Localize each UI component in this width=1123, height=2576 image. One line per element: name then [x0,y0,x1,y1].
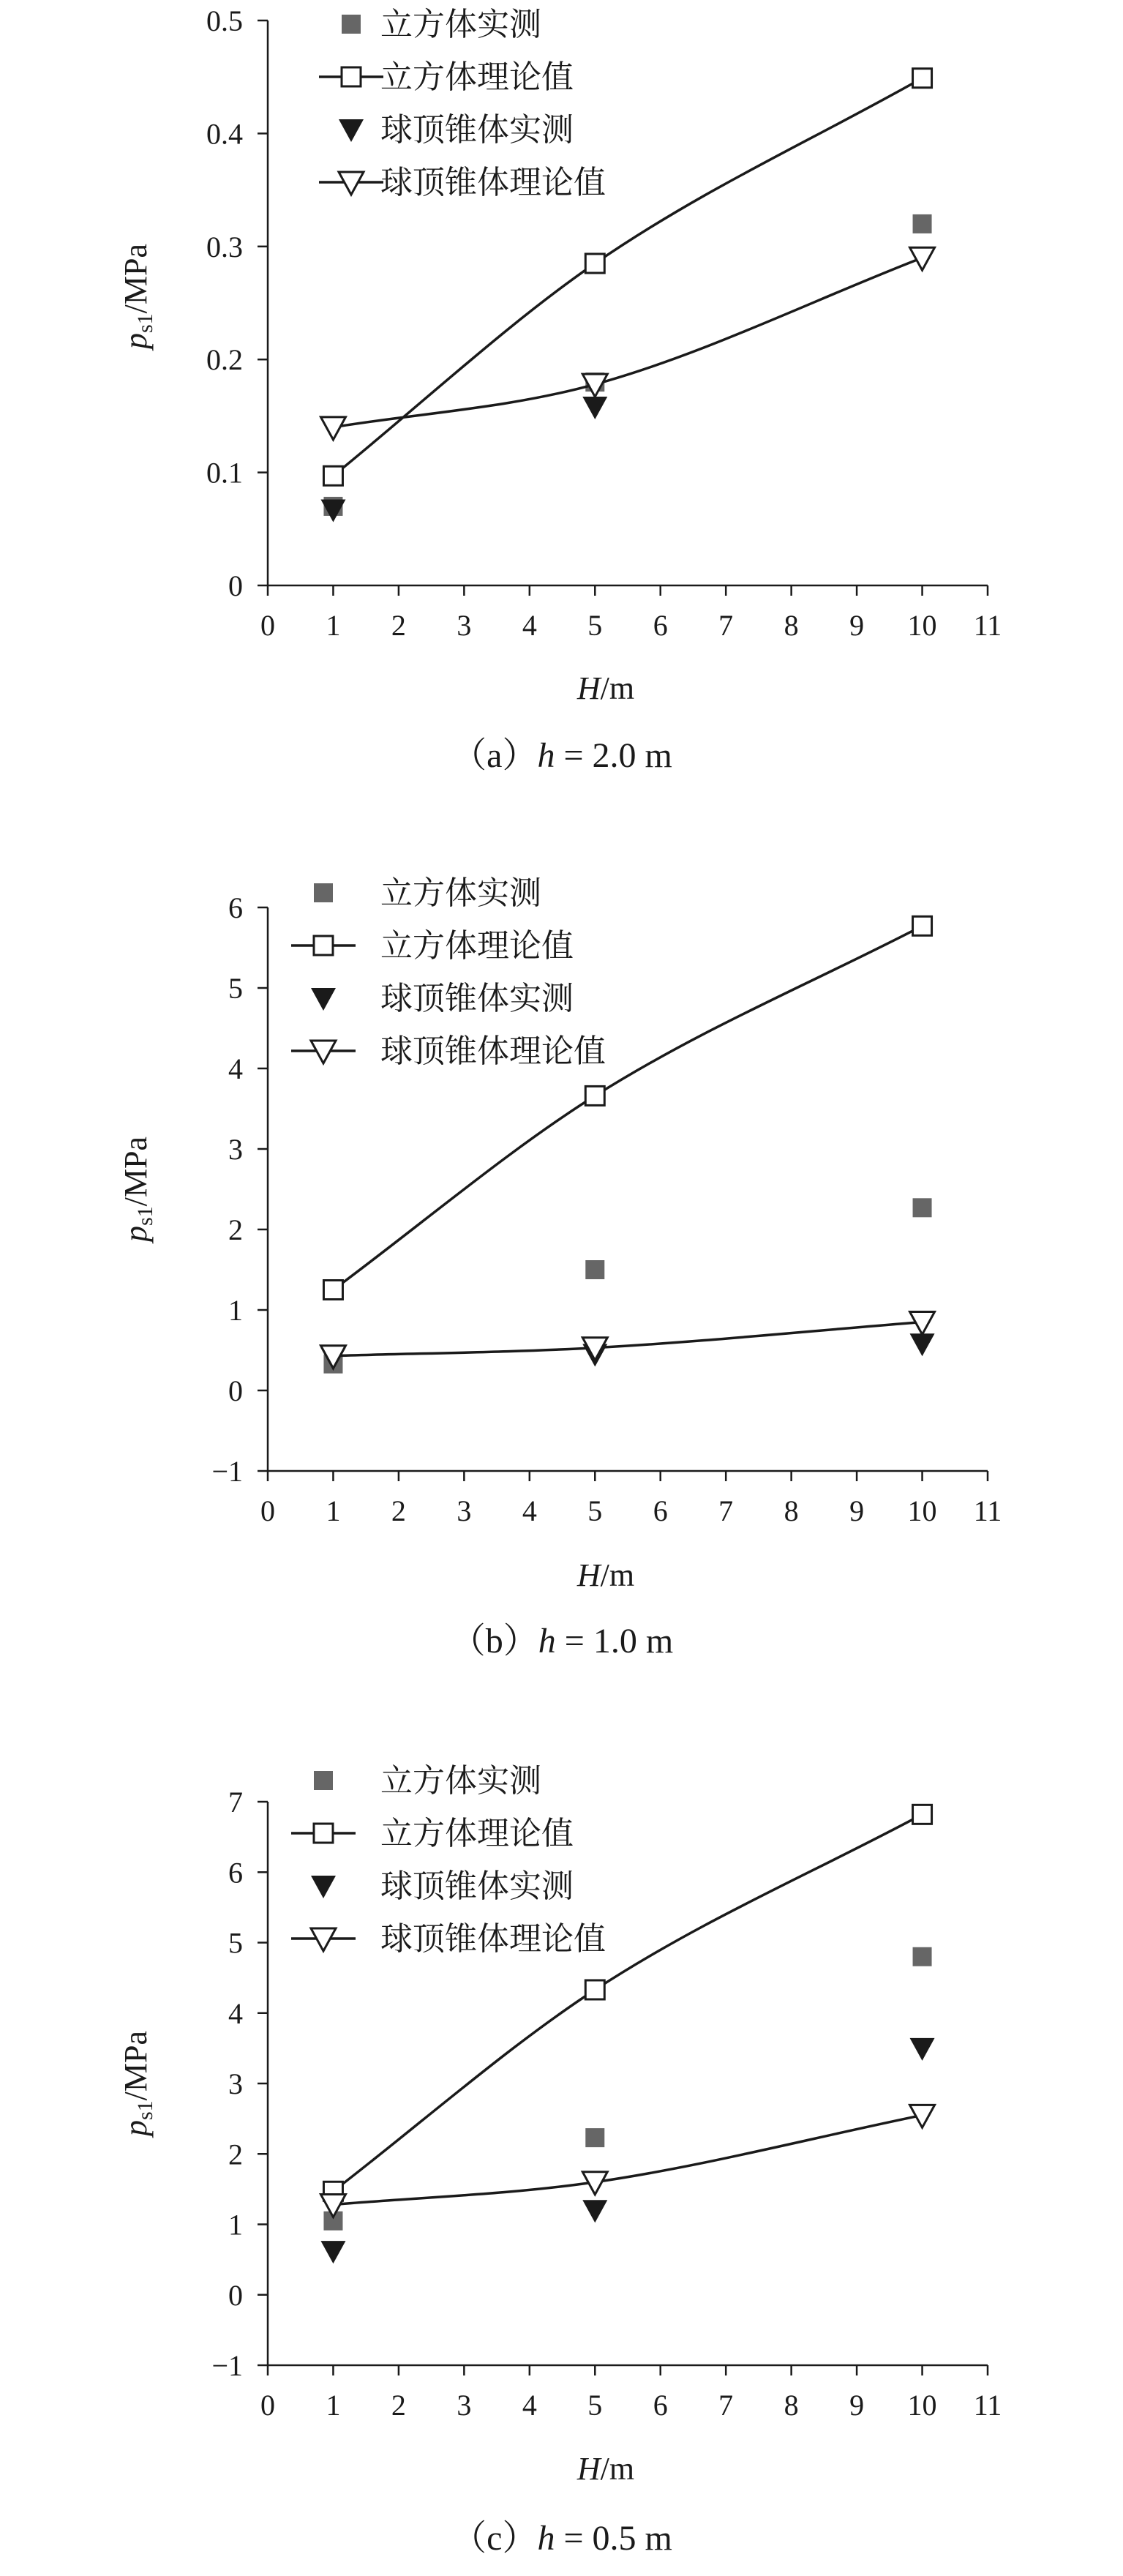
x-tick-label: 11 [973,609,1002,642]
data-point [585,1980,604,1999]
legend-marker [314,1771,333,1790]
chart-panel-2 [118,875,1002,1660]
data-point [585,254,604,273]
x-tick-label: 1 [326,609,341,642]
data-point [585,1086,604,1105]
panel-caption: （a）h = 2.0 m [451,736,672,775]
y-tick-label: 5 [228,1926,243,1960]
x-axis-label: H/m [576,670,635,706]
legend-label: 立方体实测 [380,875,541,911]
x-tick-label: 7 [718,2389,734,2422]
legend-item [319,165,606,201]
series-4 [320,247,934,440]
legend-marker [342,67,361,86]
data-point [320,417,345,440]
data-point [910,1333,935,1356]
x-tick-label: 0 [260,1494,275,1527]
legend-label: 立方体理论值 [380,928,574,964]
x-tick-label: 9 [849,1494,865,1527]
panel-caption: （c）h = 0.5 m [451,2519,672,2558]
data-point [582,2200,607,2223]
legend-label: 球顶锥体实测 [380,981,574,1016]
y-tick-label: 0 [228,2278,243,2312]
y-tick-label: 1 [228,1294,243,1327]
x-tick-label: 0 [260,2389,275,2422]
data-point [913,1805,932,1824]
series-4 [320,2105,934,2217]
x-tick-label: 1 [326,1494,341,1527]
series-line [333,1322,922,1356]
x-tick-label: 5 [587,609,603,642]
x-tick-label: 11 [973,2389,1002,2422]
legend-item [314,1763,541,1799]
x-tick-label: 8 [784,609,799,642]
legend-item [311,1868,574,1904]
legend-item [291,1033,606,1069]
y-tick-label: 4 [228,1996,243,2030]
data-point [913,69,932,88]
data-point [913,1947,932,1966]
x-tick-label: 5 [587,1494,603,1527]
y-tick-label: 7 [228,1786,243,1819]
x-tick-label: 4 [522,2389,537,2422]
x-axis-label: H/m [576,2451,635,2487]
legend-label: 立方体理论值 [380,59,574,95]
legend-label: 立方体实测 [380,7,541,42]
x-tick-label: 6 [653,609,668,642]
x-tick-label: 5 [587,2389,603,2422]
data-point [913,1198,932,1217]
legend-item [339,112,574,148]
series-1 [323,1198,931,1373]
y-tick-label: −1 [211,1455,243,1488]
data-point [913,916,932,935]
legend-item [291,1816,574,1852]
x-tick-label: 11 [973,1494,1002,1527]
legend-marker [311,988,336,1011]
y-tick-label: 0 [228,1374,243,1407]
series-1 [323,214,931,516]
series-1 [323,1947,931,2231]
legend-marker [311,1876,336,1898]
x-tick-label: 10 [907,2389,937,2422]
y-tick-label: 0 [228,569,243,602]
legend-marker [342,15,361,34]
x-tick-label: 7 [718,1494,734,1527]
x-tick-label: 7 [718,609,734,642]
legend-label: 球顶锥体理论值 [380,1921,606,1957]
data-point [585,2128,604,2147]
y-axis-label: ps1/MPa [118,243,157,350]
data-point [585,1260,604,1279]
legend [319,7,606,201]
x-tick-label: 6 [653,2389,668,2422]
data-point [323,1281,342,1300]
y-tick-label: 0.5 [206,4,243,37]
x-tick-label: 4 [522,609,537,642]
x-tick-label: 3 [457,1494,472,1527]
y-tick-label: 1 [228,2208,243,2242]
x-tick-label: 4 [522,1494,537,1527]
legend-label: 球顶锥体理论值 [380,1033,606,1069]
y-tick-label: 2 [228,2138,243,2171]
legend-label: 球顶锥体理论值 [380,165,606,201]
y-tick-label: 0.4 [206,117,243,151]
x-tick-label: 2 [391,2389,406,2422]
legend-marker [314,883,333,902]
data-point [910,247,935,270]
legend-marker [339,119,364,142]
legend-marker [314,936,333,955]
legend-item [311,981,574,1016]
series-2 [323,916,931,1299]
series-line [333,2115,922,2204]
y-tick-label: 0.2 [206,343,243,377]
series-3 [320,2038,934,2264]
x-tick-label: 9 [849,609,865,642]
legend-label: 立方体实测 [380,1763,541,1799]
x-tick-label: 10 [907,609,937,642]
x-tick-label: 3 [457,609,472,642]
legend-label: 球顶锥体实测 [380,1868,574,1904]
x-tick-label: 6 [653,1494,668,1527]
y-axis-label: ps1/MPa [118,2030,157,2137]
data-point [913,214,932,233]
legend-item [291,1921,606,1957]
y-tick-label: −1 [211,2349,243,2382]
y-tick-label: 5 [228,972,243,1005]
y-tick-label: 6 [228,891,243,924]
x-tick-label: 1 [326,2389,341,2422]
legend-item [314,875,541,911]
series-2 [323,1805,931,2201]
x-tick-label: 9 [849,2389,865,2422]
x-axis-label: H/m [576,1557,635,1593]
y-tick-label: 4 [228,1052,243,1085]
series-3 [320,247,934,522]
x-tick-label: 10 [907,1494,937,1527]
legend [291,1763,606,1957]
x-tick-label: 8 [784,2389,799,2422]
x-tick-label: 2 [391,1494,406,1527]
legend-label: 立方体理论值 [380,1816,574,1852]
x-tick-label: 2 [391,609,406,642]
x-tick-label: 8 [784,1494,799,1527]
y-tick-label: 3 [228,1133,243,1166]
y-tick-label: 3 [228,2067,243,2100]
series-3 [320,1333,934,1371]
y-tick-label: 2 [228,1213,243,1246]
x-tick-label: 0 [260,609,275,642]
legend-item [319,59,574,95]
data-point [910,2038,935,2061]
legend-marker [314,1824,333,1843]
y-axis-label: ps1/MPa [118,1136,157,1243]
legend [291,875,606,1069]
y-tick-label: 6 [228,1856,243,1890]
data-point [320,2241,345,2264]
data-point [582,397,607,419]
x-tick-label: 3 [457,2389,472,2422]
y-tick-label: 0.1 [206,456,243,490]
chart-panel-3 [118,1763,1002,2558]
y-tick-label: 0.3 [206,230,243,263]
panel-caption: （b）h = 1.0 m [450,1622,674,1660]
series-4 [320,1312,934,1368]
legend-label: 球顶锥体实测 [380,112,574,148]
legend-item [342,7,541,42]
legend-item [291,928,574,964]
data-point [323,466,342,485]
chart-panel-1 [118,4,1002,775]
